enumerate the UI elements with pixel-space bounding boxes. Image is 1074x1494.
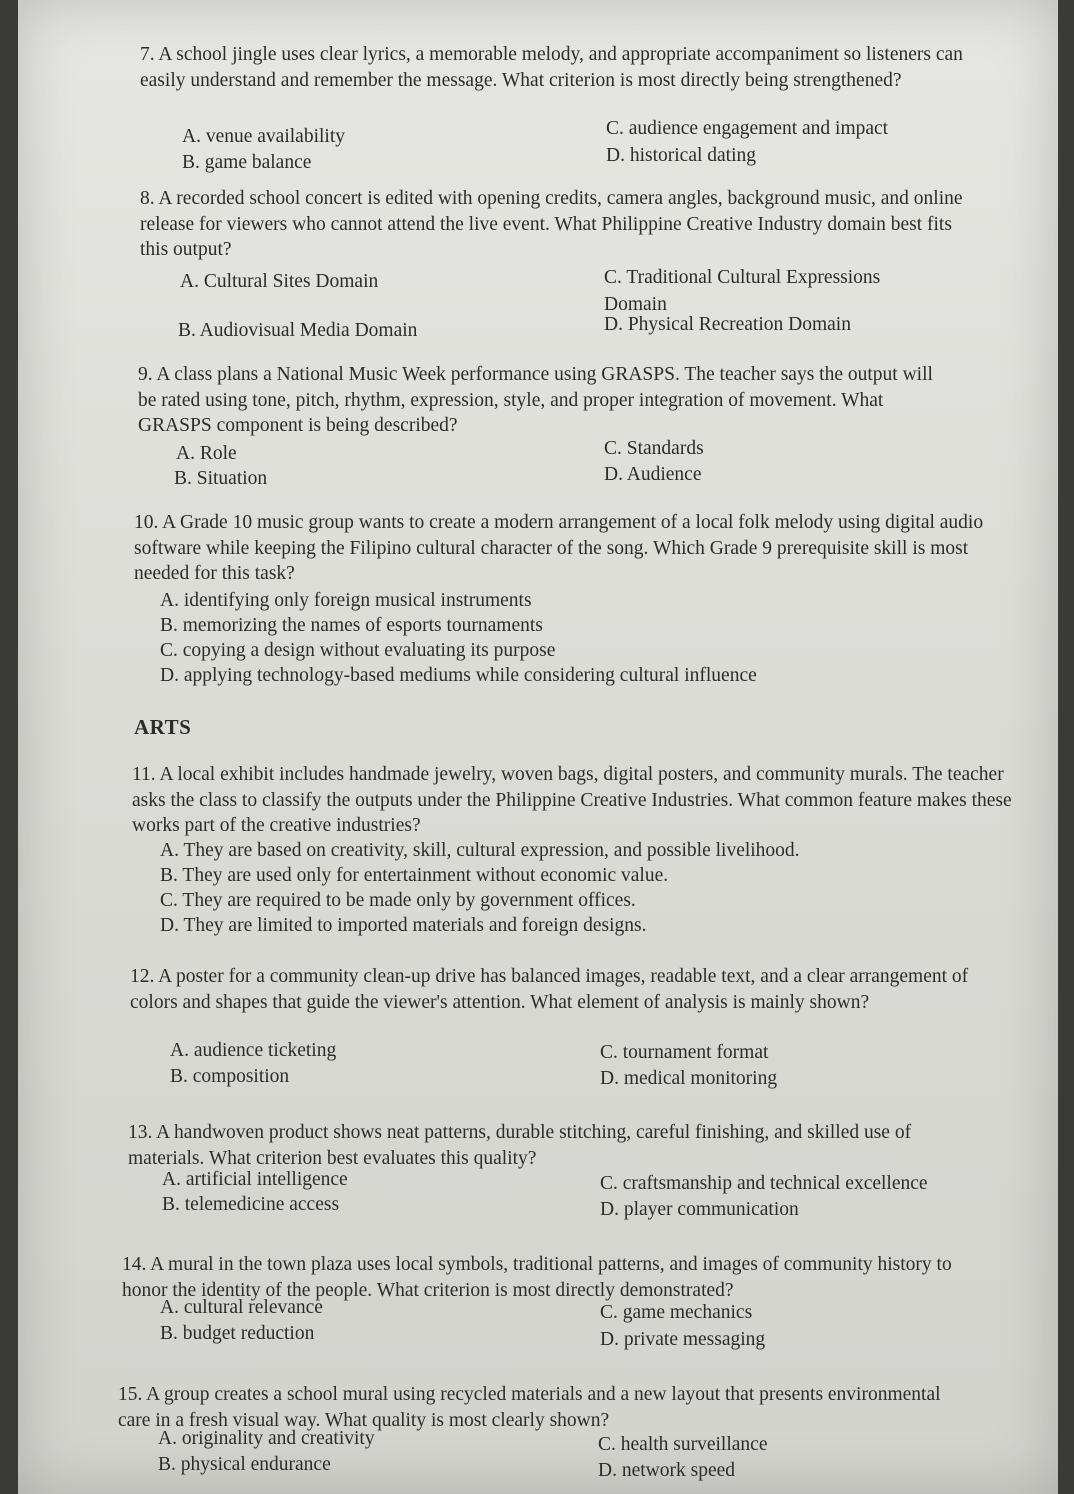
option-b: B. telemedicine access	[162, 1194, 340, 1215]
option-d: D. Audience	[604, 464, 702, 485]
question-11	[132, 762, 1012, 839]
option-c: C. tournament format	[600, 1042, 769, 1063]
option-d: D. private messaging	[600, 1329, 766, 1350]
question-stem: 12. A poster for a community clean-up drive has balanced images, readable text, and a clear arrangement of colors and shapes that guide the viewer's attention. What element of analysis is mainly shown?	[130, 966, 969, 1013]
option-b: B. They are used only for entertainment without economic value.	[160, 865, 669, 886]
option-a: A. Cultural Sites Domain	[180, 271, 379, 292]
option-a: A. They are based on creativity, skill, cultural expression, and possible livelihood.	[160, 840, 800, 861]
question-stem: 14. A mural in the town plaza uses local symbols, traditional patterns, and images of community history to honor the identity of the people. What criterion is most directly demonstrated?	[122, 1254, 952, 1301]
question-stem: 7. A school jingle uses clear lyrics, a memorable melody, and appropriate accompaniment so listeners can easily understand and remember the message. What criterion is most directly being strengthened?	[140, 44, 963, 91]
question-9	[138, 362, 948, 439]
option-c: C. audience engagement and impact	[606, 118, 889, 139]
option-a: A. venue availability	[182, 126, 345, 147]
option-d: D. historical dating	[606, 145, 757, 166]
option-d: D. medical monitoring	[600, 1068, 778, 1089]
option-a: A. artificial intelligence	[162, 1169, 348, 1190]
question-10	[134, 510, 994, 587]
option-a: A. cultural relevance	[160, 1297, 323, 1318]
option-c: C. health surveillance	[598, 1434, 768, 1455]
option-d: D. network speed	[598, 1460, 736, 1481]
option-c: C. craftsmanship and technical excellence	[600, 1173, 928, 1194]
option-c: C. They are required to be made only by government offices.	[160, 890, 636, 911]
question-stem: 15. A group creates a school mural using recycled materials and a new layout that presents environmental care in a fresh visual way. What quality is most clearly shown?	[118, 1384, 941, 1431]
question-stem: 8. A recorded school concert is edited with opening credits, camera angles, background music, and online release for viewers who cannot attend the live event. What Philippine Creative Industry domain best fits this output?	[140, 188, 963, 260]
option-b: B. Audiovisual Media Domain	[178, 320, 418, 341]
question-8	[140, 186, 980, 263]
option-b: B. memorizing the names of esports tournaments	[160, 615, 543, 636]
question-stem: 10. A Grade 10 music group wants to create a modern arrangement of a local folk melody using digital audio software while keeping the Filipino cultural character of the song. Which Grade 9 prerequisite skill is most needed for this task?	[134, 512, 984, 584]
option-d: D. Physical Recreation Domain	[604, 314, 851, 335]
option-d: D. applying technology-based mediums while considering cultural influence	[160, 665, 757, 686]
question-7	[140, 42, 990, 93]
question-15	[118, 1382, 958, 1433]
question-stem: 9. A class plans a National Music Week performance using GRASPS. The teacher says the output will be rated using tone, pitch, rhythm, expression, style, and proper integration of movement. What GRASPS component is being described?	[138, 364, 933, 436]
question-stem: 13. A handwoven product shows neat patterns, durable stitching, careful finishing, and skilled use of materials. What criterion best evaluates this quality?	[128, 1122, 912, 1169]
option-c: C. Traditional Cultural Expressions Domain	[604, 267, 881, 315]
option-c: C. Standards	[604, 438, 704, 459]
option-a: A. originality and creativity	[158, 1428, 375, 1449]
option-a: A. audience ticketing	[170, 1040, 337, 1061]
option-c: C. copying a design without evaluating its purpose	[160, 640, 556, 661]
option-a: A. identifying only foreign musical instruments	[160, 590, 532, 611]
section-heading: ARTS	[134, 715, 192, 739]
option-b: B. Situation	[174, 468, 268, 489]
option-b: B. physical endurance	[158, 1454, 331, 1475]
option-b: B. composition	[170, 1066, 290, 1087]
option-c: C. game mechanics	[600, 1302, 753, 1323]
question-14	[122, 1252, 1002, 1303]
option-d: D. player communication	[600, 1199, 799, 1220]
option-b: B. game balance	[182, 152, 312, 173]
option-a: A. Role	[176, 443, 237, 464]
option-b: B. budget reduction	[160, 1323, 315, 1344]
option-d: D. They are limited to imported materials and foreign designs.	[160, 915, 647, 936]
question-12	[130, 964, 1000, 1015]
question-stem: 11. A local exhibit includes handmade jewelry, woven bags, digital posters, and community murals. The teacher asks the class to classify the outputs under the Philippine Creative Industries. What common feature makes these works part of the creative industries?	[132, 764, 1012, 836]
question-13	[128, 1120, 988, 1171]
